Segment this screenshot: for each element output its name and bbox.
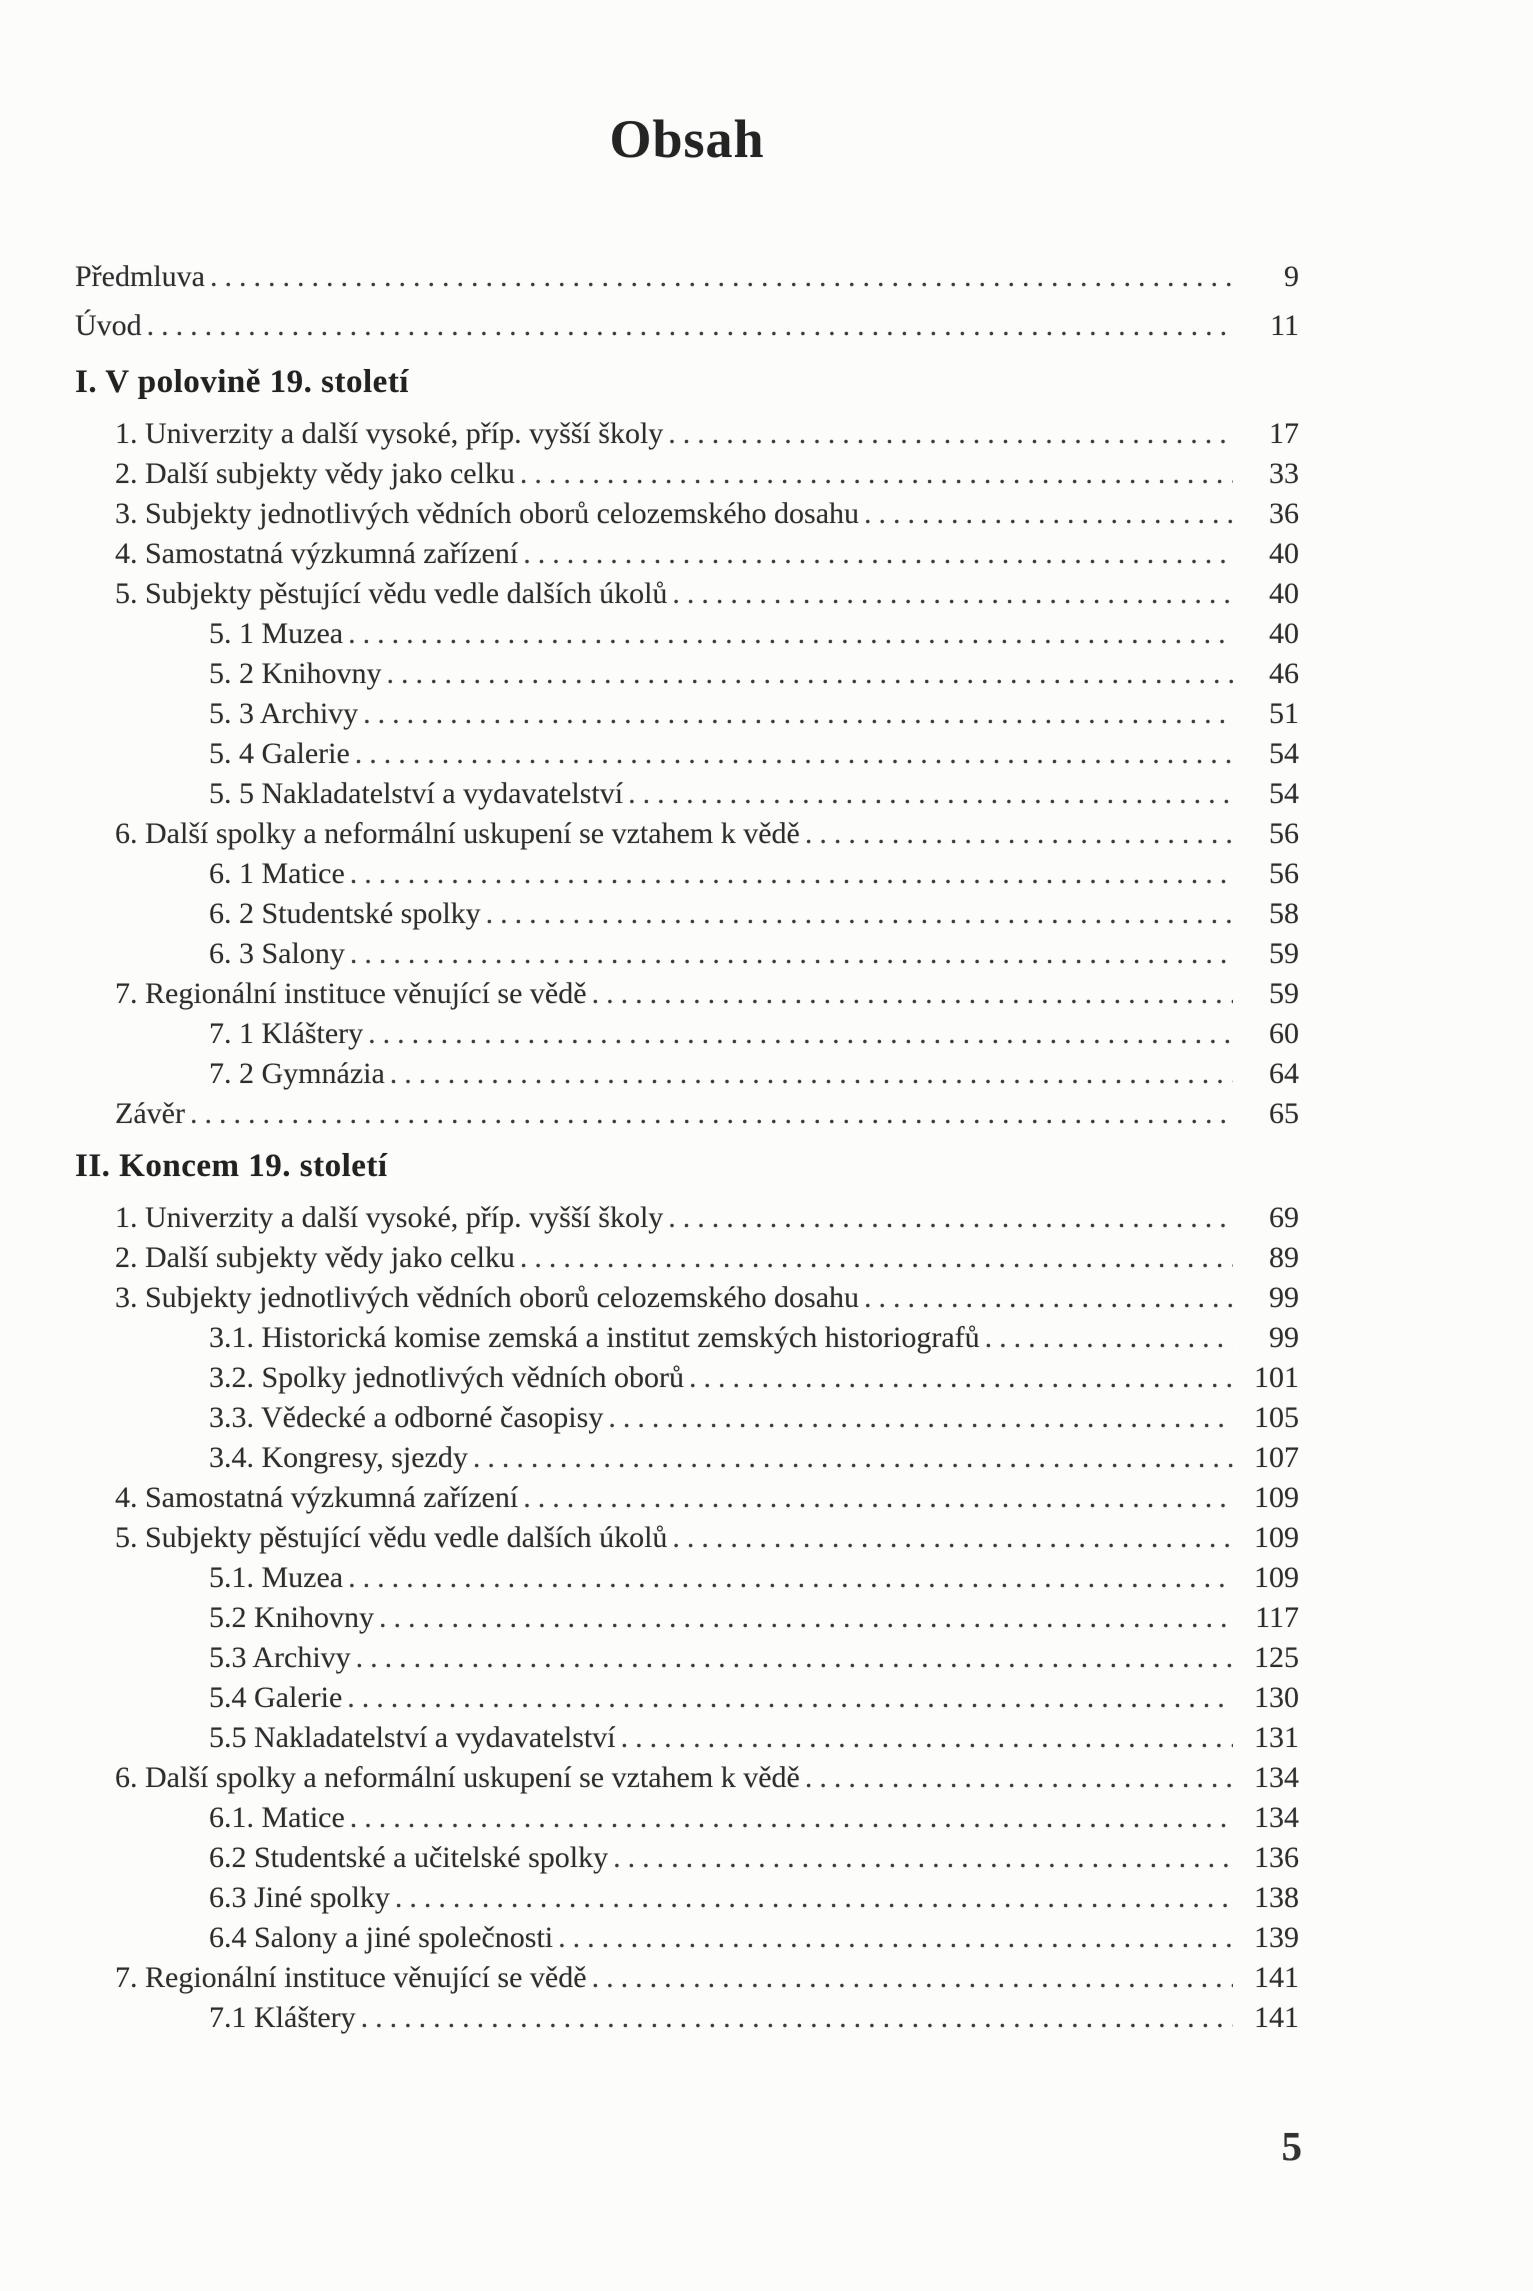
- toc-entry-label: 5.3 Archivy: [209, 1641, 351, 1674]
- toc-entry: [75, 774, 1299, 814]
- toc-entry-label: 6. 3 Salony: [209, 937, 345, 970]
- toc-entry-page: 141: [1254, 1961, 1299, 1994]
- toc-entry: [75, 654, 1299, 694]
- toc-entry-label: 5. 4 Galerie: [209, 737, 350, 770]
- toc-entry-page: 59: [1269, 937, 1299, 970]
- toc-entry-page: 131: [1254, 1721, 1299, 1754]
- toc-entry: [75, 1678, 1299, 1718]
- toc-entry-page: 101: [1254, 1361, 1299, 1394]
- toc-entry-label: 5. Subjekty pěstující vědu vedle dalších úkolů: [115, 577, 668, 610]
- toc-entry: [75, 301, 1299, 350]
- toc-leader-dots: [390, 1054, 1233, 1094]
- toc-entry-label: 3. Subjekty jednotlivých vědních oborů celozemského dosahu: [115, 497, 860, 530]
- toc-leader-dots: [379, 1598, 1233, 1638]
- toc-entry-page: 64: [1269, 1057, 1299, 1090]
- toc-leader-dots: [363, 694, 1233, 734]
- toc-entry: [75, 1958, 1299, 1998]
- toc-entry: [75, 1198, 1299, 1238]
- toc-entry: [75, 494, 1299, 534]
- toc-entry-label: 7. 2 Gymnázia: [209, 1057, 385, 1090]
- toc-entry-page: 109: [1254, 1561, 1299, 1594]
- toc-leader-dots: [621, 1718, 1233, 1758]
- toc-entry-page: 56: [1269, 817, 1299, 850]
- toc-entry-page: 58: [1269, 897, 1299, 930]
- toc-leader-dots: [864, 1278, 1233, 1318]
- toc-entry-page: 17: [1269, 417, 1299, 450]
- toc-leader-dots: [347, 1678, 1233, 1718]
- toc-entry: [75, 1014, 1299, 1054]
- toc-entry-label: 5.1. Muzea: [209, 1561, 344, 1594]
- toc-entry: [75, 1238, 1299, 1278]
- toc-entry-label: 1. Univerzity a další vysoké, příp. vyšší školy: [115, 417, 664, 450]
- toc-entry-label: II. Koncem 19. století: [75, 1148, 388, 1184]
- toc-leader-dots: [147, 301, 1233, 350]
- toc-entry: [75, 1798, 1299, 1838]
- page-title: Obsah: [609, 109, 765, 169]
- toc-entry-label: Závěr: [115, 1097, 185, 1130]
- toc-leader-dots: [672, 574, 1233, 614]
- toc-entry: [75, 1918, 1299, 1958]
- toc-leader-dots: [473, 1438, 1233, 1478]
- toc-entry: [75, 1054, 1299, 1094]
- toc-leader-dots: [350, 934, 1233, 974]
- toc-leader-dots: [985, 1318, 1233, 1358]
- toc-entry: [75, 1478, 1299, 1518]
- toc-entry-label: 7.1 Kláštery: [209, 2001, 356, 2034]
- toc-entry-label: Úvod: [75, 309, 142, 342]
- toc-leader-dots: [520, 454, 1233, 494]
- toc-entry-page: 40: [1269, 577, 1299, 610]
- toc-leader-dots: [350, 854, 1233, 894]
- toc-leader-dots: [864, 494, 1233, 534]
- toc-entry: [75, 1598, 1299, 1638]
- toc-entry: [75, 1758, 1299, 1798]
- toc-entry-label: 6. Další spolky a neformální uskupení se vztahem k vědě: [115, 1761, 800, 1794]
- toc-entry-label: 7. Regionální instituce věnující se vědě: [115, 977, 587, 1010]
- toc-entry-page: 40: [1269, 537, 1299, 570]
- toc-entry: [75, 1278, 1299, 1318]
- toc-entry: [75, 1718, 1299, 1758]
- toc-entry-label: Předmluva: [75, 260, 205, 293]
- toc-entry-label: 4. Samostatná výzkumná zařízení: [115, 1481, 519, 1514]
- toc-entry: [75, 252, 1299, 301]
- toc-entry-label: 1. Univerzity a další vysoké, příp. vyšší školy: [115, 1201, 664, 1234]
- toc-entry-page: 36: [1269, 497, 1299, 530]
- toc-entry: [75, 1438, 1299, 1478]
- toc-leader-dots: [361, 1998, 1233, 2038]
- toc-entry-page: 54: [1269, 737, 1299, 770]
- toc-entry: [75, 894, 1299, 934]
- page-content: [75, 0, 1299, 2038]
- toc-leader-dots: [356, 1638, 1233, 1678]
- toc-entry-page: 59: [1269, 977, 1299, 1010]
- toc-entry-page: 117: [1255, 1601, 1299, 1634]
- toc-entry-label: 6. Další spolky a neformální uskupení se vztahem k vědě: [115, 817, 800, 850]
- toc-entry: [75, 350, 1299, 414]
- toc-entry-label: 3.3. Vědecké a odborné časopisy: [209, 1401, 604, 1434]
- toc-entry-label: 3.4. Kongresy, sjezdy: [209, 1441, 468, 1474]
- toc-entry: [75, 1558, 1299, 1598]
- toc-entry-label: 2. Další subjekty vědy jako celku: [115, 457, 515, 490]
- toc-entry-label: 5. Subjekty pěstující vědu vedle dalších úkolů: [115, 1521, 668, 1554]
- toc-entry: [75, 1134, 1299, 1198]
- toc-entry-label: 5. 3 Archivy: [209, 697, 359, 730]
- toc-entry: [75, 1358, 1299, 1398]
- toc-leader-dots: [805, 814, 1233, 854]
- toc-entry-label: 6.2 Studentské a učitelské spolky: [209, 1841, 609, 1874]
- toc-entry-page: 107: [1254, 1441, 1299, 1474]
- toc-leader-dots: [592, 974, 1233, 1014]
- toc-entry: [75, 414, 1299, 454]
- toc-entry-label: 5.4 Galerie: [209, 1681, 343, 1714]
- toc-entry-label: 6. 2 Studentské spolky: [209, 897, 481, 930]
- toc-entry-page: 109: [1254, 1521, 1299, 1554]
- toc-entry: [75, 1638, 1299, 1678]
- toc-leader-dots: [805, 1758, 1233, 1798]
- toc-entry-label: 3. Subjekty jednotlivých vědních oborů celozemského dosahu: [115, 1281, 860, 1314]
- toc-entry-label: 6.1. Matice: [209, 1801, 345, 1834]
- toc-leader-dots: [523, 1478, 1233, 1518]
- toc-list: [75, 252, 1299, 2038]
- toc-entry: [75, 1838, 1299, 1878]
- toc-entry-label: 6.3 Jiné spolky: [209, 1881, 390, 1914]
- toc-entry-page: 138: [1254, 1881, 1299, 1914]
- toc-entry-label: 4. Samostatná výzkumná zařízení: [115, 537, 519, 570]
- toc-leader-dots: [190, 1094, 1233, 1134]
- toc-entry: [75, 574, 1299, 614]
- toc-entry-page: 40: [1269, 617, 1299, 650]
- toc-entry-page: 54: [1269, 777, 1299, 810]
- toc-leader-dots: [350, 1798, 1233, 1838]
- toc-entry: [75, 1518, 1299, 1558]
- toc-leader-dots: [613, 1838, 1233, 1878]
- toc-leader-dots: [520, 1238, 1233, 1278]
- toc-leader-dots: [486, 894, 1233, 934]
- toc-entry-label: 2. Další subjekty vědy jako celku: [115, 1241, 515, 1274]
- toc-entry-page: 125: [1254, 1641, 1299, 1674]
- toc-leader-dots: [668, 1198, 1233, 1238]
- toc-entry-page: 69: [1269, 1201, 1299, 1234]
- toc-entry-page: 99: [1269, 1281, 1299, 1314]
- toc-entry: [75, 1318, 1299, 1358]
- toc-entry-label: 5. 5 Nakladatelství a vydavatelství: [209, 777, 624, 810]
- toc-entry-page: 56: [1269, 857, 1299, 890]
- toc-entry-label: 5. 1 Muzea: [209, 617, 344, 650]
- toc-leader-dots: [387, 654, 1234, 694]
- toc-entry-page: 65: [1269, 1097, 1299, 1130]
- toc-entry-page: 134: [1254, 1761, 1299, 1794]
- toc-leader-dots: [689, 1358, 1233, 1398]
- toc-entry: [75, 1998, 1299, 2038]
- page-number: 5: [1281, 2123, 1302, 2169]
- toc-entry-label: 5. 2 Knihovny: [209, 657, 382, 690]
- toc-entry-label: 3.2. Spolky jednotlivých vědních oborů: [209, 1361, 684, 1394]
- toc-entry-page: 141: [1254, 2001, 1299, 2034]
- toc-leader-dots: [523, 534, 1233, 574]
- toc-leader-dots: [395, 1878, 1233, 1918]
- toc-leader-dots: [628, 774, 1233, 814]
- toc-entry: [75, 1094, 1299, 1134]
- toc-entry: [75, 1878, 1299, 1918]
- toc-entry-page: 46: [1269, 657, 1299, 690]
- toc-leader-dots: [558, 1918, 1233, 1958]
- toc-entry-label: I. V polovině 19. století: [75, 364, 409, 400]
- toc-entry-page: 139: [1254, 1921, 1299, 1954]
- toc-entry: [75, 534, 1299, 574]
- toc-leader-dots: [210, 252, 1233, 301]
- toc-leader-dots: [672, 1518, 1233, 1558]
- toc-leader-dots: [592, 1958, 1233, 1998]
- toc-entry-page: 130: [1254, 1681, 1299, 1714]
- toc-entry-label: 5.2 Knihovny: [209, 1601, 374, 1634]
- toc-leader-dots: [368, 1014, 1233, 1054]
- toc-entry-page: 99: [1269, 1321, 1299, 1354]
- toc-entry: [75, 614, 1299, 654]
- toc-entry: [75, 854, 1299, 894]
- toc-entry-label: 7. Regionální instituce věnující se vědě: [115, 1961, 587, 1994]
- toc-entry: [75, 734, 1299, 774]
- toc-leader-dots: [348, 614, 1233, 654]
- toc-leader-dots: [348, 1558, 1233, 1598]
- toc-leader-dots: [355, 734, 1233, 774]
- toc-entry: [75, 974, 1299, 1014]
- toc-entry-page: 134: [1254, 1801, 1299, 1834]
- toc-entry-label: 7. 1 Kláštery: [209, 1017, 364, 1050]
- toc-entry-page: 136: [1254, 1841, 1299, 1874]
- toc-entry-page: 109: [1254, 1481, 1299, 1514]
- toc-entry: [75, 1398, 1299, 1438]
- toc-leader-dots: [668, 414, 1233, 454]
- toc-entry: [75, 454, 1299, 494]
- toc-entry: [75, 814, 1299, 854]
- toc-entry-page: 89: [1269, 1241, 1299, 1274]
- toc-entry-page: 33: [1269, 457, 1299, 490]
- toc-entry-page: 9: [1284, 260, 1299, 293]
- toc-entry-page: 51: [1269, 697, 1299, 730]
- toc-entry-page: 60: [1269, 1017, 1299, 1050]
- toc-entry-label: 3.1. Historická komise zemská a institut zemských historiografů: [209, 1321, 980, 1354]
- toc-entry-label: 5.5 Nakladatelství a vydavatelství: [209, 1721, 616, 1754]
- toc-entry-page: 105: [1254, 1401, 1299, 1434]
- toc-entry-label: 6. 1 Matice: [209, 857, 345, 890]
- toc-leader-dots: [608, 1398, 1233, 1438]
- toc-entry: [75, 934, 1299, 974]
- toc-entry-label: 6.4 Salony a jiné společnosti: [209, 1921, 554, 1954]
- toc-entry-page: 11: [1270, 309, 1299, 342]
- toc-entry: [75, 694, 1299, 734]
